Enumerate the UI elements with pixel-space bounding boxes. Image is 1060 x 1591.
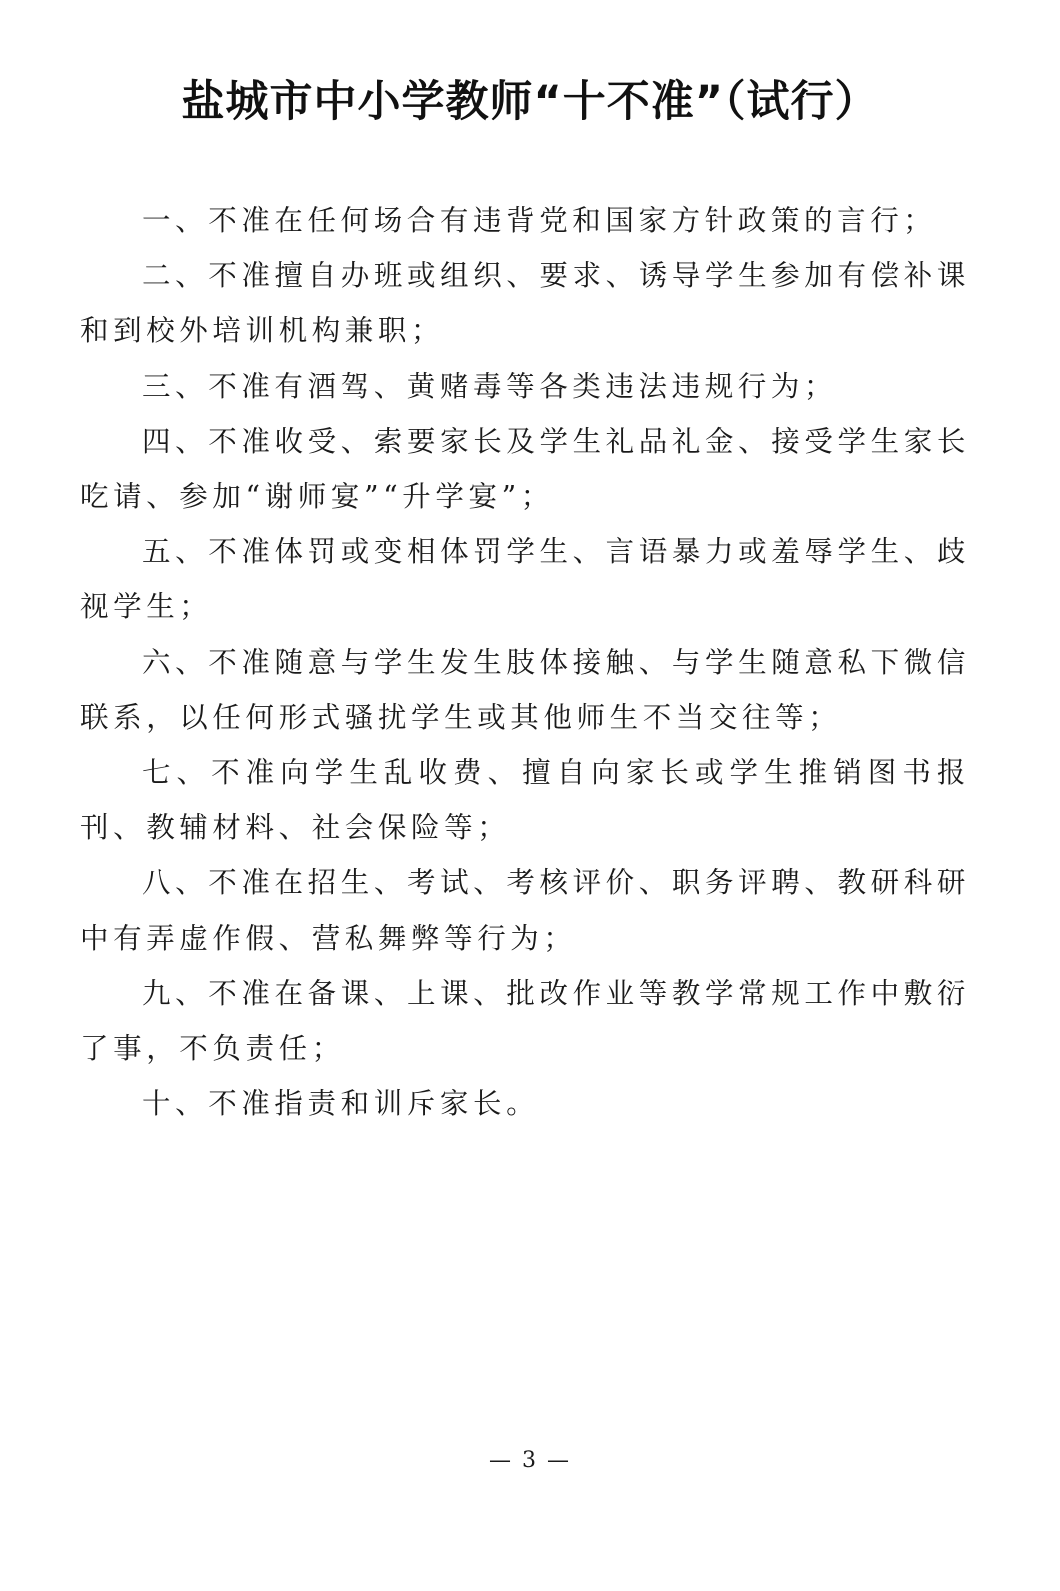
rule-item-1: 一、不准在任何场合有违背党和国家方针政策的言行； [142, 204, 937, 237]
rule-item-6: 六、不准随意与学生发生肢体接触、与学生随意私下微信联系，以任何形式骚扰学生或其他师生不当交往等； [80, 645, 970, 734]
rule-item-8: 八、不准在招生、考试、考核评价、职务评聘、教研科研中有弄虚作假、营私舞弊等行为； [80, 866, 970, 955]
rule-item-10: 十、不准指责和训斥家长。 [142, 1087, 540, 1121]
rule-item-3: 三、不准有酒驾、黄赌毒等各类违法违规行为； [142, 369, 838, 403]
rule-item-5: 五、不准体罚或变相体罚学生、言语暴力或羞辱学生、歧视学生； [80, 535, 970, 624]
rules-list [80, 193, 970, 1131]
page-number: — 3 — [489, 1448, 571, 1473]
rule-item-7: 七、不准向学生乱收费、擅自向家长或学生推销图书报刊、教辅材料、社会保险等； [80, 756, 970, 845]
rule-item-9: 九、不准在备课、上课、批改作业等教学常规工作中敷衍了事，不负责任； [80, 976, 970, 1066]
rule-item-4: 四、不准收受、索要家长及学生礼品礼金、接受学生家长吃请、参加“谢师宴”“升学宴”； [80, 424, 970, 514]
rule-item-2: 二、不准擅自办班或组织、要求、诱导学生参加有偿补课和到校外培训机构兼职； [80, 259, 970, 348]
document-title: 盐城市中小学教师“十不准”（试行） [181, 77, 879, 127]
